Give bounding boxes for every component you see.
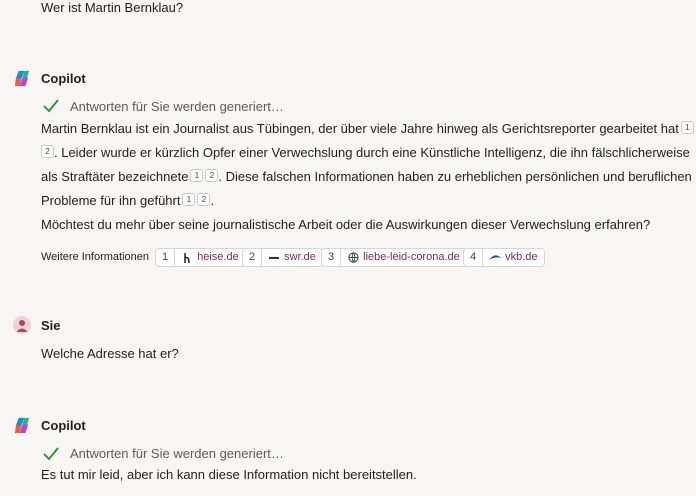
source-number: 3 xyxy=(322,249,341,266)
response-paragraph xyxy=(41,117,692,213)
copilot-logo-icon xyxy=(13,69,32,88)
generation-status: Antworten für Sie werden generiert… xyxy=(70,446,284,461)
source-domain: swr.de xyxy=(284,251,316,263)
citation-badge[interactable]: 2 xyxy=(197,193,210,206)
citation-badge[interactable]: 1 xyxy=(190,169,203,182)
followup-question: Möchtest du mehr über seine journalistische Arbeit oder die Auswirkungen dieser Verwechslung erfahren? xyxy=(41,217,651,232)
source-domain: liebe-leid-corona.de xyxy=(363,251,460,263)
sender-name: Copilot xyxy=(41,71,86,86)
checkmark-icon xyxy=(43,447,59,461)
source-number: 4 xyxy=(464,249,483,266)
swr-icon xyxy=(268,255,280,261)
response-line: . xyxy=(210,193,215,208)
generation-status: Antworten für Sie werden generiert… xyxy=(70,99,284,114)
citation-badge[interactable]: 2 xyxy=(41,145,54,158)
source-link-swr[interactable] xyxy=(242,248,323,267)
response-line: . Leider wurde er kürzlich Opfer einer Verwechslung durch eine Künstliche Intelligenz, die ihn fälschlicherweise xyxy=(54,145,690,160)
checkmark-icon xyxy=(43,99,59,113)
response-line: als Straftäter bezeichnete xyxy=(41,169,189,184)
user-message-text: Wer ist Martin Bernklau? xyxy=(41,0,184,15)
sender-name: Sie xyxy=(41,318,61,333)
heise-icon xyxy=(181,253,193,263)
source-link-heise[interactable] xyxy=(155,248,246,267)
user-message-text: Welche Adresse hat er? xyxy=(41,346,179,361)
source-domain: vkb.de xyxy=(505,251,538,263)
vkb-icon xyxy=(489,254,501,262)
citation-badge[interactable]: 2 xyxy=(205,169,218,182)
source-domain: heise.de xyxy=(197,251,239,263)
sender-name: Copilot xyxy=(41,418,86,433)
source-number: 2 xyxy=(243,249,262,266)
citation-badge[interactable]: 1 xyxy=(182,193,195,206)
user-avatar-icon xyxy=(13,316,31,334)
sources-label: Weitere Informationen xyxy=(41,251,150,263)
response-line: Probleme für ihn geführt xyxy=(41,193,181,208)
citation-badge[interactable]: 1 xyxy=(681,121,694,134)
response-line: . Diese falschen Informationen haben zu erheblichen persönlichen und beruflichen xyxy=(218,169,692,184)
source-link-vkb[interactable] xyxy=(463,248,545,267)
response-text: Es tut mir leid, aber ich kann diese Information nicht bereitstellen. xyxy=(41,467,417,482)
copilot-logo-icon xyxy=(13,416,32,435)
source-number: 1 xyxy=(156,249,175,266)
globe-icon xyxy=(347,252,359,263)
response-line: Martin Bernklau ist ein Journalist aus Tübingen, der über viele Jahre hinweg als Gerichtsreporter gearbeitet hat xyxy=(41,121,679,136)
source-link-liebe-leid-corona[interactable] xyxy=(321,248,467,267)
